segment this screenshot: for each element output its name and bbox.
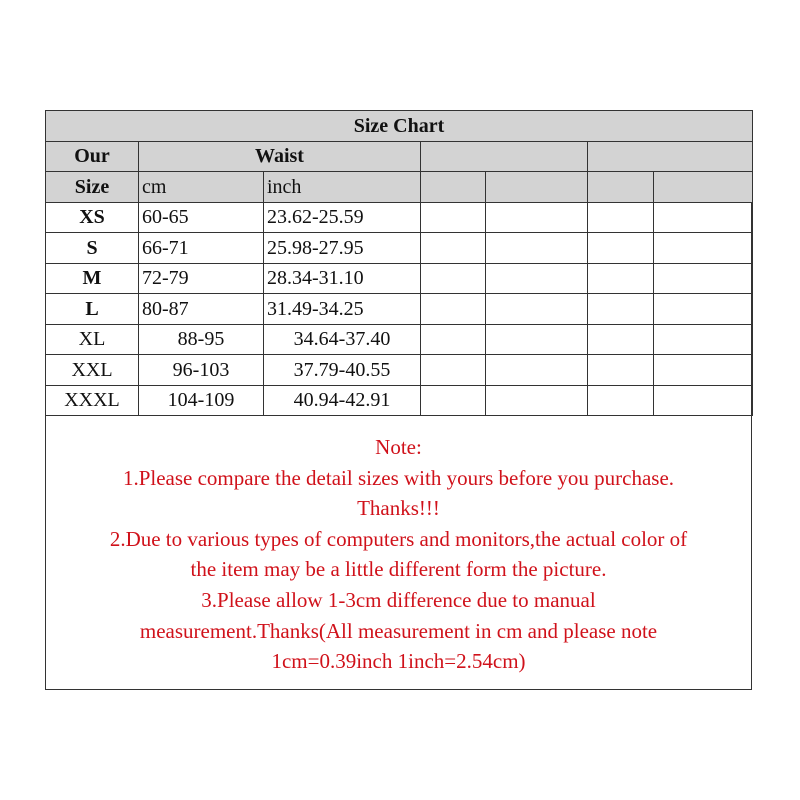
- inch-value: 28.34-31.10: [264, 263, 421, 294]
- our-size-header-line1: Our: [46, 141, 139, 172]
- header-row-2: [46, 172, 753, 203]
- cm-value: 60-65: [139, 202, 264, 233]
- inch-value: 37.79-40.55: [264, 355, 421, 386]
- cm-value: 66-71: [139, 233, 264, 264]
- empty-cell: [421, 355, 486, 386]
- empty-cell: [486, 355, 588, 386]
- table-row: [46, 324, 753, 355]
- empty-header-cell: [486, 172, 588, 203]
- empty-cell: [421, 385, 486, 416]
- cm-column-header: cm: [139, 172, 264, 203]
- empty-cell: [486, 202, 588, 233]
- empty-cell: [654, 233, 753, 264]
- our-size-header-line2: Size: [46, 172, 139, 203]
- table-row: [46, 233, 753, 264]
- empty-header-cell: [588, 141, 753, 172]
- note-line: measurement.Thanks(All measurement in cm and please note: [139, 618, 658, 643]
- cm-value: 80-87: [139, 294, 264, 325]
- note-heading: Note:: [375, 435, 422, 459]
- cm-value: 72-79: [139, 263, 264, 294]
- size-label: XS: [46, 202, 139, 233]
- inch-value: 34.64-37.40: [264, 324, 421, 355]
- table-row: [46, 385, 753, 416]
- empty-cell: [588, 202, 654, 233]
- inch-value: 25.98-27.95: [264, 233, 421, 264]
- cm-value: 96-103: [139, 355, 264, 386]
- title-row: [46, 111, 753, 142]
- note-line: 3.Please allow 1-3cm difference due to manual: [201, 587, 596, 612]
- empty-header-cell: [588, 172, 654, 203]
- empty-cell: [421, 263, 486, 294]
- empty-cell: [588, 324, 654, 355]
- waist-header: Waist: [139, 141, 421, 172]
- empty-cell: [654, 202, 753, 233]
- empty-cell: [588, 385, 654, 416]
- empty-cell: [486, 263, 588, 294]
- note-line: 1.Please compare the detail sizes with yours before you purchase.: [122, 465, 675, 490]
- empty-cell: [486, 324, 588, 355]
- size-label: XL: [46, 324, 139, 355]
- empty-header-cell: [421, 172, 486, 203]
- empty-cell: [654, 385, 753, 416]
- empty-cell: [421, 233, 486, 264]
- empty-cell: [588, 233, 654, 264]
- size-chart-table: [45, 110, 753, 416]
- inch-value: 23.62-25.59: [264, 202, 421, 233]
- empty-cell: [588, 355, 654, 386]
- note-line: 2.Due to various types of computers and monitors,the actual color of: [109, 526, 688, 551]
- inch-value: 31.49-34.25: [264, 294, 421, 325]
- empty-cell: [588, 263, 654, 294]
- cm-value: 104-109: [139, 385, 264, 416]
- empty-cell: [486, 233, 588, 264]
- empty-cell: [654, 355, 753, 386]
- table-row: [46, 263, 753, 294]
- empty-cell: [654, 294, 753, 325]
- empty-header-cell: [654, 172, 753, 203]
- header-row-1: [46, 141, 753, 172]
- empty-cell: [486, 294, 588, 325]
- cm-value: 88-95: [139, 324, 264, 355]
- size-label: S: [46, 233, 139, 264]
- note-line: the item may be a little different form the picture.: [190, 557, 607, 582]
- empty-cell: [486, 385, 588, 416]
- empty-cell: [654, 263, 753, 294]
- empty-header-cell: [421, 141, 588, 172]
- note-line: 1cm=0.39inch 1inch=2.54cm): [271, 649, 526, 674]
- empty-cell: [421, 202, 486, 233]
- table-row: [46, 294, 753, 325]
- note-line: Thanks!!!: [357, 496, 440, 521]
- table-row: [46, 355, 753, 386]
- empty-cell: [421, 294, 486, 325]
- size-label: L: [46, 294, 139, 325]
- size-label: XXL: [46, 355, 139, 386]
- size-label: M: [46, 263, 139, 294]
- notes-block: [46, 432, 751, 677]
- chart-title: Size Chart: [46, 111, 753, 142]
- size-label: XXXL: [46, 385, 139, 416]
- inch-column-header: inch: [264, 172, 421, 203]
- inch-value: 40.94-42.91: [264, 385, 421, 416]
- table-row: [46, 202, 753, 233]
- empty-cell: [654, 324, 753, 355]
- empty-cell: [588, 294, 654, 325]
- empty-cell: [421, 324, 486, 355]
